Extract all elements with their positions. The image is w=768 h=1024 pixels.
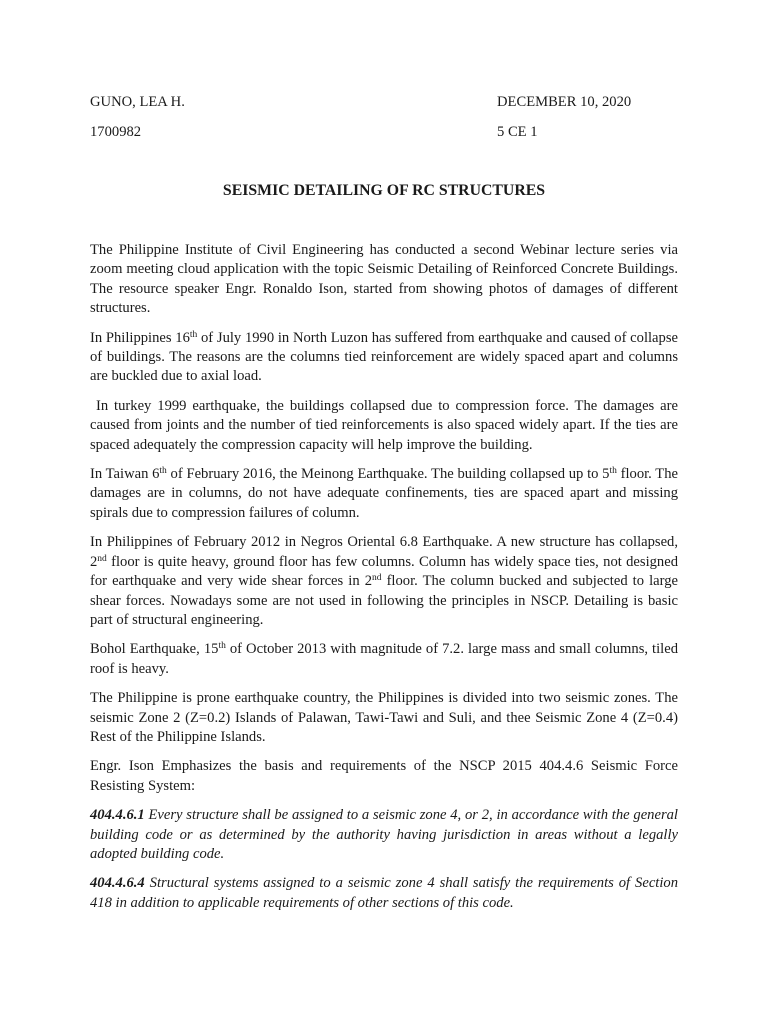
code-clause-404-4-6-4	[90, 874, 678, 913]
clause-number: 404.4.6.1	[90, 807, 145, 824]
clause-number: 404.4.6.4	[90, 875, 145, 892]
paragraph-taiwan: In Taiwan 6th of February 2016, the Meinong Earthquake. The building collapsed up to 5th floor. The damages are in columns, do not have adequate confinements, ties are spaced apart and missing spirals due to compression failures of column.	[90, 466, 678, 521]
document-title: SEISMIC DETAILING OF RC STRUCTURES	[222, 182, 546, 199]
paragraph-seismic-zones: The Philippine is prone earthquake country, the Philippines is divided into two seismic zones. The seismic Zone 2 (Z=0.2) Islands of Palawan, Tawi-Tawi and Suli, and thee Seismic Zone 4 (Z=0.4) Rest of the Philippine Islands.	[90, 690, 678, 745]
section-code: 5 CE 1	[497, 124, 538, 140]
author-name: GUNO, LEA H.	[90, 94, 185, 110]
clause-text: Structural systems assigned to a seismic zone 4 shall satisfy the requirements of Section 418 in addition to applicable requirements of other sections of this code.	[90, 875, 678, 911]
paragraph-intro: The Philippine Institute of Civil Engineering has conducted a second Webinar lecture series via zoom meeting cloud application with the topic Seismic Detailing of Reinforced Concrete Buildings. The resource speaker Engr. Ronaldo Ison, started from showing photos of damages of different structures.	[90, 242, 678, 317]
document-date: DECEMBER 10, 2020	[497, 94, 632, 110]
document-body	[90, 241, 682, 923]
paragraph-nscp: Engr. Ison Emphasizes the basis and requirements of the NSCP 2015 404.4.6 Seismic Force Resisting System:	[90, 758, 678, 794]
paragraph-bohol: Bohol Earthquake, 15th of October 2013 with magnitude of 7.2. large mass and small columns, tiled roof is heavy.	[90, 641, 678, 677]
paragraph-turkey: In turkey 1999 earthquake, the buildings collapsed due to compression force. The damages are caused from joints and the number of tied reinforcements is also spaced widely apart. If the ties are spaced adequately the compression capacity will help improve the building.	[90, 397, 682, 453]
code-clause-404-4-6-1	[90, 806, 678, 864]
student-id: 1700982	[90, 124, 142, 140]
paragraph-negros: In Philippines of February 2012 in Negros Oriental 6.8 Earthquake. A new structure has collapsed, 2nd floor is quite heavy, ground floor has few columns. Column has widely space ties, not designed for earthquake and very wide shear forces in 2nd floor. The column bucked and subjected to large shear forces. Nowadays some are not used in following the principles in NSCP. Detailing is basic part of structural engineering.	[90, 534, 678, 628]
paragraph-north-luzon: In Philippines 16th of July 1990 in North Luzon has suffered from earthquake and caused of collapse of buildings. The reasons are the columns tied reinforcement are widely spaced apart and columns are buckled due to axial load.	[90, 329, 678, 385]
clause-text: Every structure shall be assigned to a seismic zone 4, or 2, in accordance with the general building code or as determined by the authority having jurisdiction in areas without a legally adopted building code.	[90, 807, 678, 862]
